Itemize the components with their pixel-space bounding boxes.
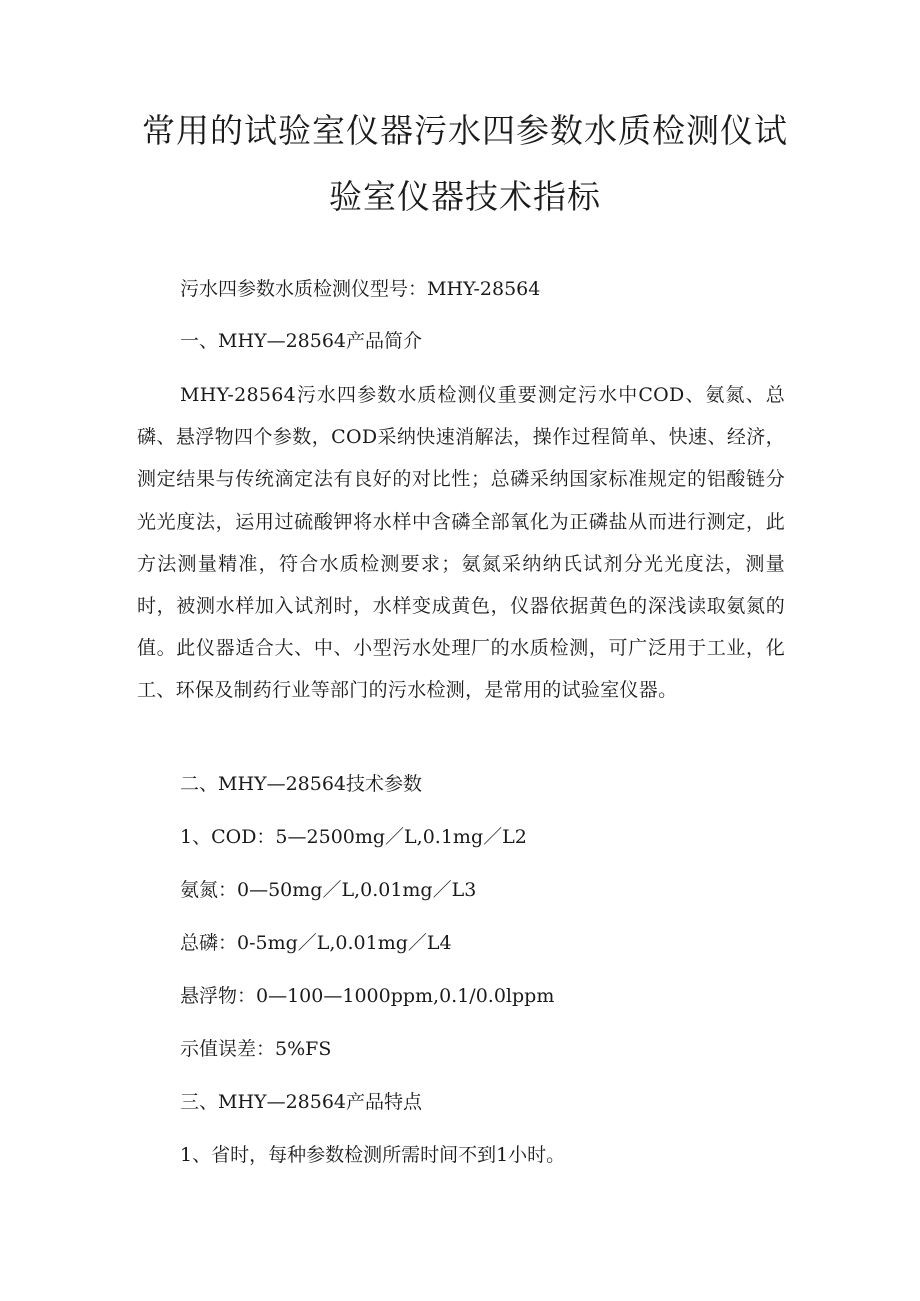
section-2-heading: 二、MHY—28564技术参数 [180,773,423,795]
document-title-line-2: 验室仪器技术指标 [329,177,601,216]
document-title-line-1: 常用的试验室仪器污水四参数水质检测仪试 [142,111,788,150]
spec-indication-error: 示值误差：5%FS [180,1038,332,1060]
spec-total-phosphorus: 总磷：0-5mg／L,0.01mg／L4 [180,932,452,954]
section-3-heading: 三、MHY—28564产品特点 [180,1091,423,1113]
section-1-paragraph: MHY-28564污水四参数水质检测仪重要测定污水中COD、氨氮、总磷、悬浮物四个参数，COD采纳快速消解法，操作过程简单、快速、经济，测定结果与传统滴定法有良好的对比性；总磷采纳国家标准规定的铝酸链分光光度法，运用过硫酸钾将水样中含磷全部氧化为正磷盐从而进行测定，此方法测量精准，符合水质检测要求；氨氮采纳纳氏试剂分光光度法，测量时，被测水样加入试剂时，水样变成黄色，仪器依据黄色的深浅读取氨氮的值。此仪器适合大、中、小型污水处理厂的水质检测，可广泛用于工业，化工、环保及制药行业等部门的污水检测，是常用的试验室仪器。 [137,384,785,702]
spec-ammonia-nitrogen: 氨氮：0—50mg／L,0.01mg／L3 [180,879,477,901]
spec-suspended-solids: 悬浮物：0—100—1000ppm,0.1/0.0lppm [180,985,555,1007]
section-1-heading: 一、MHY—28564产品简介 [180,330,423,352]
feature-item: 1、省时，每种参数检测所需时间不到1小时。 [180,1144,566,1166]
model-line: 污水四参数水质检测仪型号：MHY-28564 [180,278,541,300]
spec-cod: 1、COD：5—2500mg／L,0.1mg／L2 [180,826,527,848]
